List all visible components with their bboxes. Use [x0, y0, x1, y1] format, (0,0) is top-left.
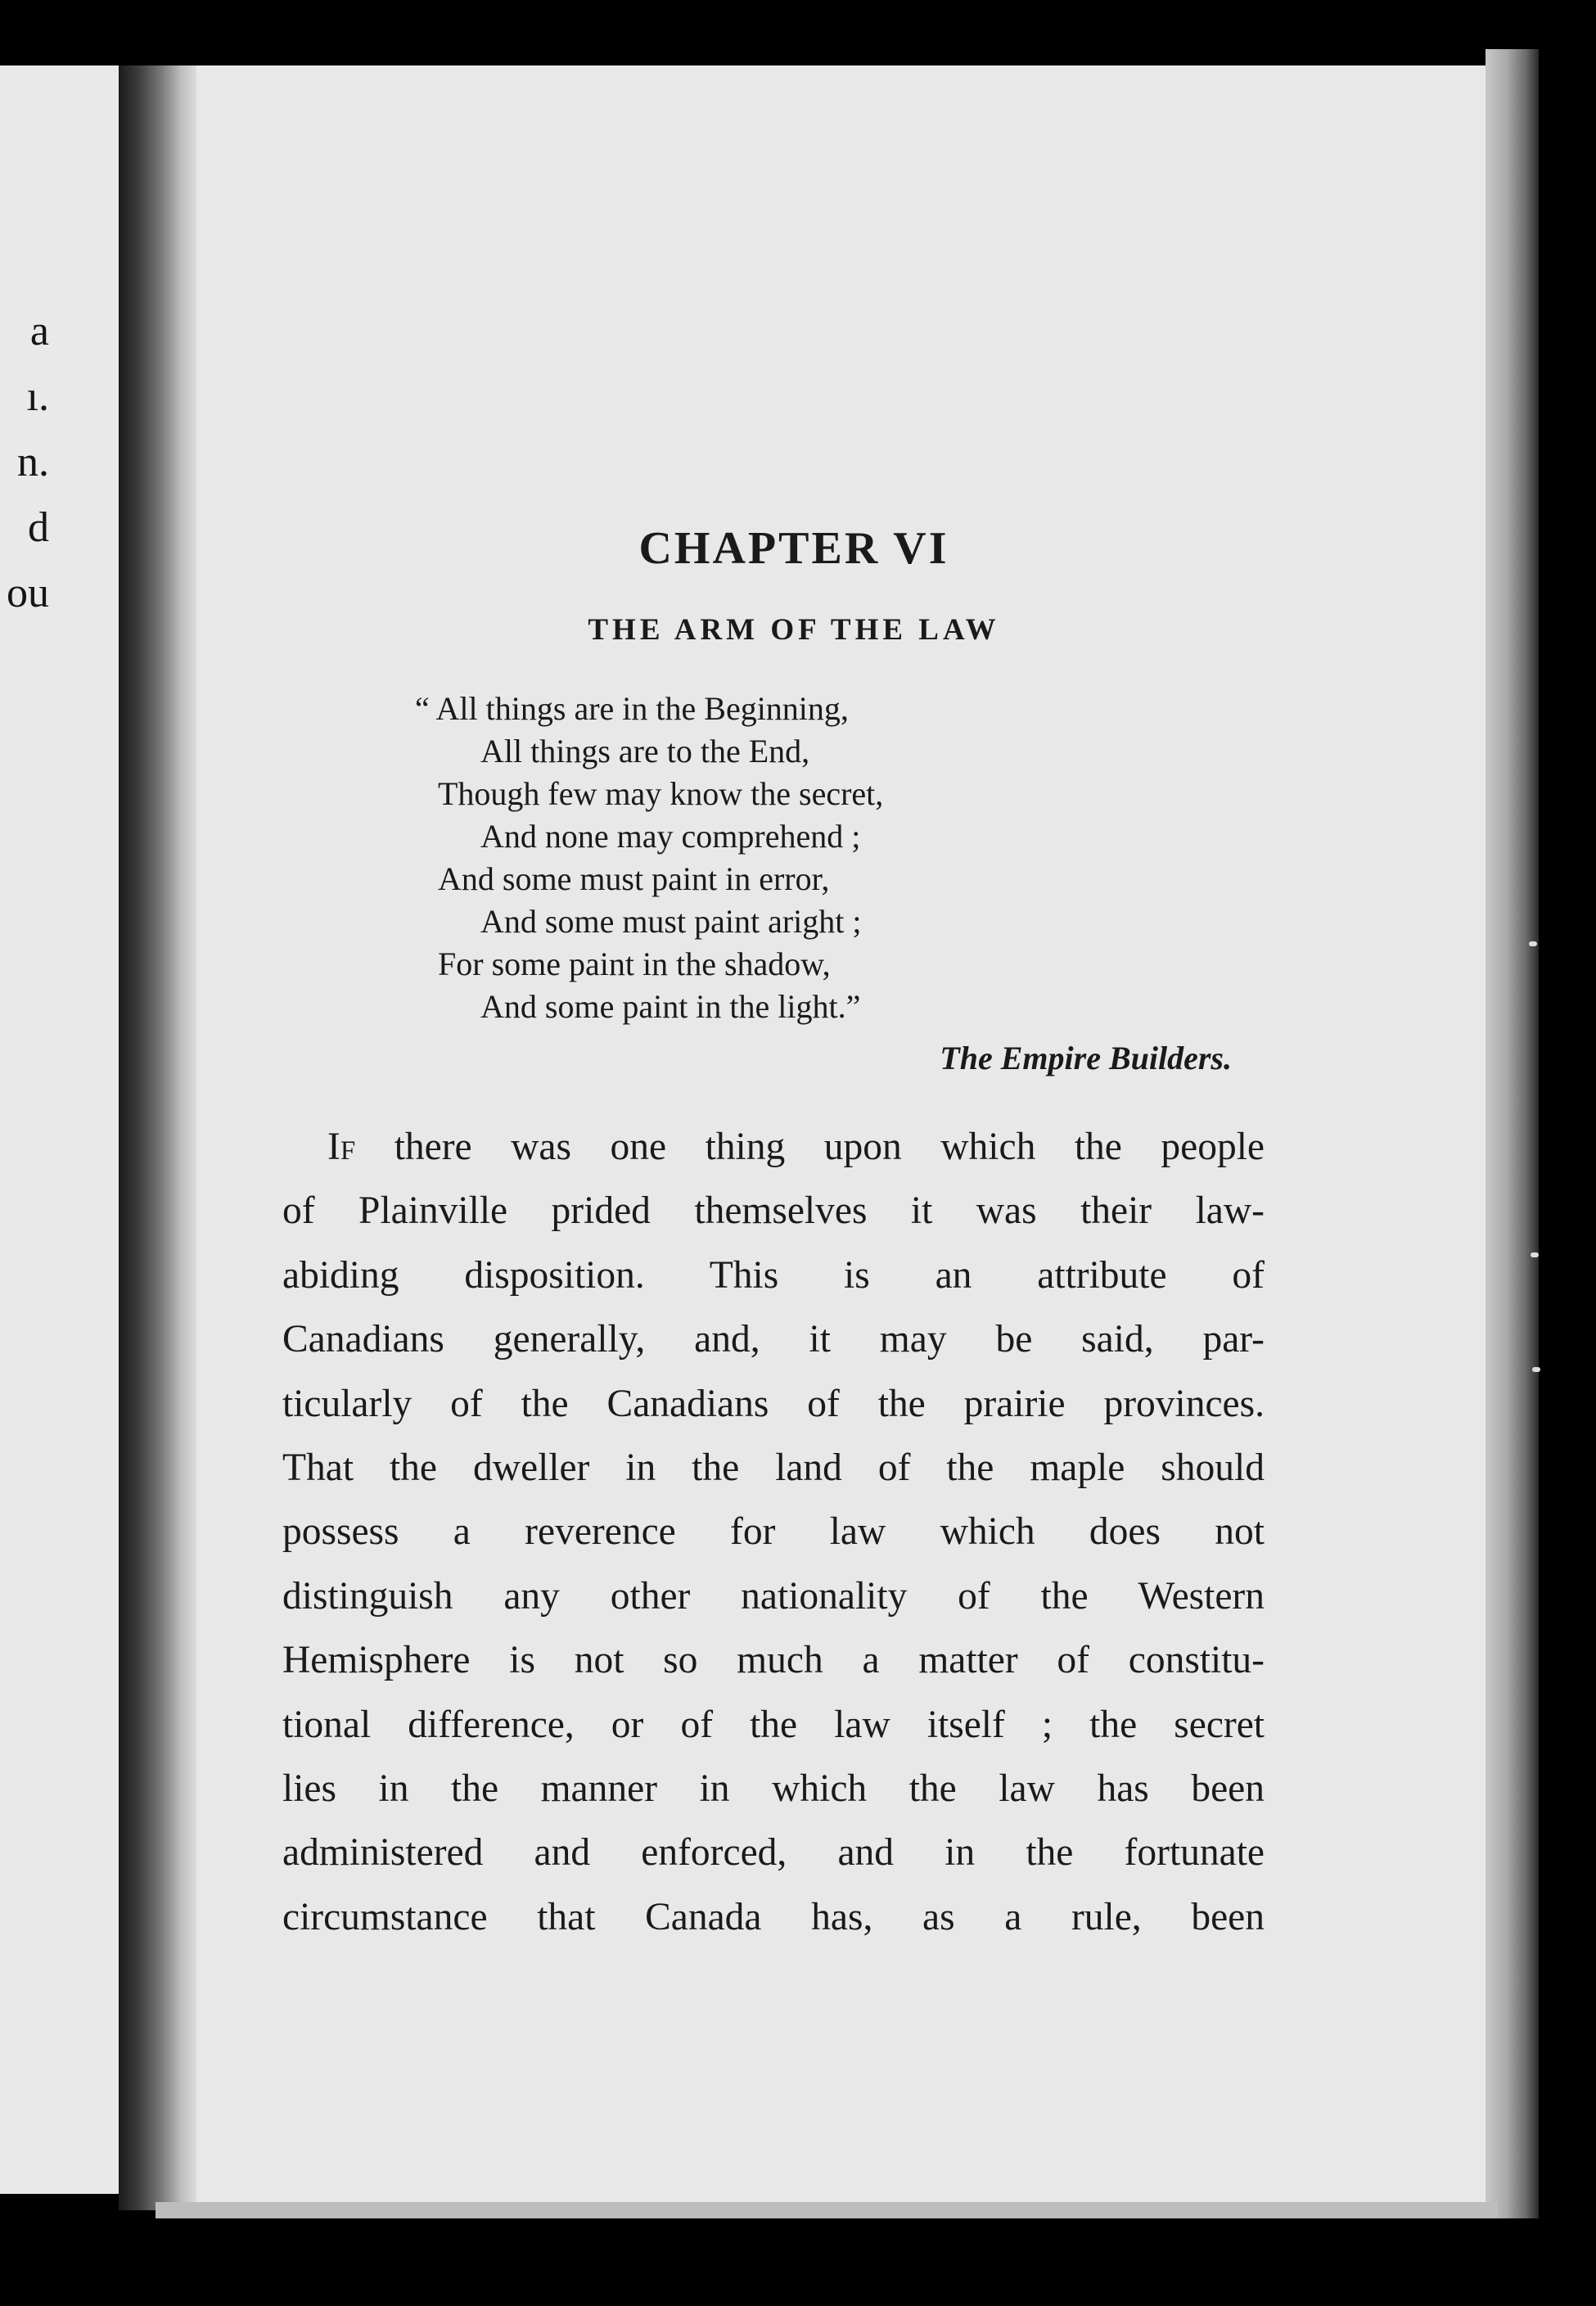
left-fragment: n. [17, 439, 49, 485]
body-line: Hemisphere is not so much a matter of constitu- [282, 1639, 1265, 1682]
page-bottom-edge [156, 2202, 1498, 2218]
body-line: lies in the manner in which the law has been [282, 1767, 1265, 1810]
epigraph-line: “ All things are in the Beginning, [415, 690, 849, 727]
left-fragment: ı. [26, 373, 49, 420]
body-line: tional difference, or of the law itself ; the secret [282, 1703, 1265, 1746]
left-page-text-fragments [0, 299, 49, 626]
epigraph-line: And none may comprehend ; [480, 818, 861, 855]
epigraph [415, 688, 1265, 1028]
page-content [282, 516, 1265, 1949]
epigraph-attribution: The Empire Builders. [940, 1040, 1232, 1076]
body-line: distinguish any other nationality of the Western [282, 1574, 1265, 1618]
body-line-text: there was one thing upon which the people [394, 1126, 1265, 1168]
epigraph-line: And some paint in the light.” [480, 988, 861, 1025]
dropcap-word: If [327, 1126, 356, 1168]
left-fragment: ou [7, 570, 49, 616]
body-line: possess a reverence for law which does not [282, 1510, 1265, 1554]
body-line-first [282, 1115, 1265, 1179]
epigraph-line: And some must paint aright ; [480, 903, 862, 940]
left-fragment: d [28, 504, 49, 551]
left-fragment: a [29, 308, 49, 354]
epigraph-line: And some must paint in error, [438, 860, 830, 897]
page-gutter-shadow [119, 65, 196, 2210]
chapter-title: THE ARM OF THE LAW [588, 613, 1000, 647]
epigraph-line: Though few may know the secret, [438, 775, 884, 812]
body-line: abiding disposition. This is an attribute of [282, 1253, 1265, 1297]
body-line: Canadians generally, and, it may be said, par- [282, 1318, 1265, 1361]
chapter-number: CHAPTER VI [638, 523, 949, 574]
body-line: of Plainville prided themselves it was their law- [282, 1189, 1265, 1233]
body-line: That the dweller in the land of the maple should [282, 1446, 1265, 1489]
body-line: circumstance that Canada has, as a rule, been [282, 1895, 1265, 1938]
body-line: ticularly of the Canadians of the prairie provinces. [282, 1382, 1265, 1425]
body-line: administered and enforced, and in the fortunate [282, 1831, 1265, 1875]
edge-specks [1529, 941, 1545, 1433]
epigraph-line: All things are to the End, [480, 733, 810, 769]
body-paragraph [282, 1115, 1265, 1949]
epigraph-line: For some paint in the shadow, [438, 945, 831, 982]
